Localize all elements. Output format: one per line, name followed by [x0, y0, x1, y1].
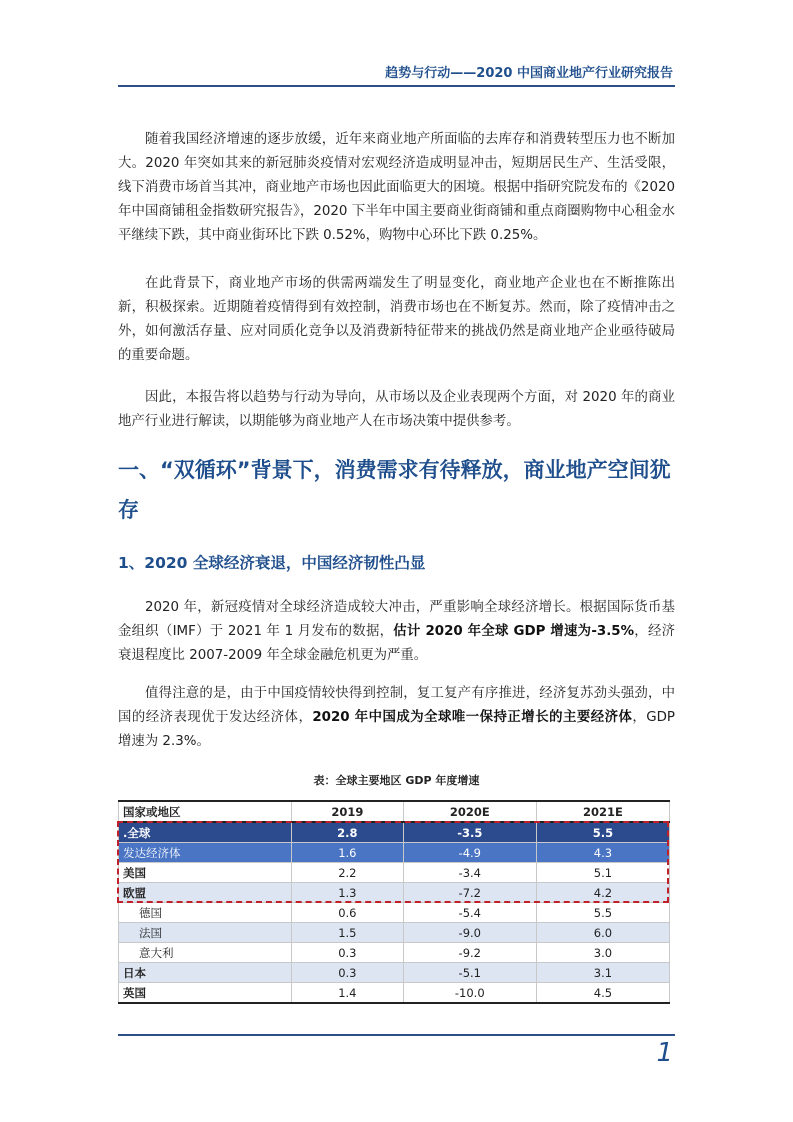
- subsection-heading-1: 1、2020 全球经济衰退，中国经济韧性凸显: [118, 554, 426, 572]
- paragraph-3: 因此，本报告将以趋势与行动为导向，从市场以及企业表现两个方面，对 2020 年的商业地产行业进行解读，以期能够为商业地产人在市场决策中提供参考。: [118, 390, 675, 429]
- row-value-2019: 0.3: [292, 963, 404, 983]
- table-row: [119, 883, 670, 903]
- row-value-2019: 1.6: [292, 843, 404, 863]
- row-value-2021e: 5.5: [536, 822, 669, 843]
- table-row: [119, 863, 670, 883]
- paragraph-4-bold: 估计 2020 年全球 GDP 增速为-3.5%: [393, 624, 635, 639]
- row-value-2020e: -3.5: [403, 822, 536, 843]
- row-value-2021e: 3.0: [536, 943, 669, 963]
- paragraph-4-text-c: ，经济衰退程度比 2007-2009 年全球金融危机更为严重。: [118, 624, 676, 663]
- row-name: 发达经济体: [119, 843, 292, 863]
- row-name: 日本: [119, 963, 292, 983]
- row-name: 法国: [119, 923, 292, 943]
- row-value-2019: 1.3: [292, 883, 404, 903]
- column-header-2021e: 2021E: [536, 801, 669, 822]
- row-value-2020e: -10.0: [403, 983, 536, 1004]
- header-title: 趋势与行动——2020 中国商业地产行业研究报告: [385, 66, 673, 81]
- paragraph-4: [118, 596, 675, 668]
- row-value-2021e: 6.0: [536, 923, 669, 943]
- row-value-2021e: 5.1: [536, 863, 669, 883]
- table-row: [119, 903, 670, 923]
- row-value-2020e: -3.4: [403, 863, 536, 883]
- row-value-2019: 0.6: [292, 903, 404, 923]
- footer-rule: [118, 1034, 675, 1036]
- row-value-2021e: 4.3: [536, 843, 669, 863]
- row-value-2020e: -9.0: [403, 923, 536, 943]
- column-header-2019: 2019: [292, 801, 404, 822]
- row-value-2020e: -5.1: [403, 963, 536, 983]
- table-caption: 表：全球主要地区 GDP 年度增速: [313, 774, 480, 787]
- row-value-2019: 0.3: [292, 943, 404, 963]
- row-value-2019: 2.8: [292, 822, 404, 843]
- row-value-2019: 1.5: [292, 923, 404, 943]
- paragraph-5-text-a: 值得注意的是，由于中国疫情较快得到控制，复工复产有序推进，经济复苏劲头强劲，中国的经济表现优于发达经济体，: [118, 686, 675, 725]
- header-rule: [118, 85, 675, 87]
- row-value-2019: 1.4: [292, 983, 404, 1004]
- table-row: [119, 963, 670, 983]
- row-name: .全球: [119, 822, 292, 843]
- row-value-2020e: -4.9: [403, 843, 536, 863]
- column-header-region: 国家或地区: [119, 801, 292, 822]
- paragraph-4-text-a: 2020 年，新冠疫情对全球经济造成较大冲击，严重影响全球经济增长。根据国际货币基金组织（IMF）于 2021 年 1 月发布的数据，: [118, 600, 675, 639]
- page-number: 1: [656, 1038, 673, 1068]
- paragraph-2: 在此背景下，商业地产市场的供需两端发生了明显变化，商业地产企业也在不断推陈出新，积极探索。近期随着疫情得到有效控制，消费市场也在不断复苏。然而，除了疫情冲击之外，如何激活存量、应对同质化竞争以及消费新特征带来的挑战仍然是商业地产企业亟待破局的重要命题。: [118, 276, 675, 363]
- row-value-2021e: 3.1: [536, 963, 669, 983]
- paragraph-5-bold: 2020 年中国成为全球唯一保持正增长的主要经济体: [312, 710, 633, 725]
- table-row: [119, 822, 670, 843]
- paragraph-5-text-c: ，GDP 增速为 2.3%。: [118, 710, 676, 749]
- row-name: 德国: [119, 903, 292, 923]
- table-header-row: [119, 801, 670, 822]
- row-name: 欧盟: [119, 883, 292, 903]
- row-value-2020e: -5.4: [403, 903, 536, 923]
- table-row: [119, 983, 670, 1004]
- row-name: 英国: [119, 983, 292, 1004]
- paragraph-5: [118, 682, 675, 754]
- table-row: [119, 923, 670, 943]
- section-heading-1: 一、“双循环”背景下，消费需求有待释放，商业地产空间犹存: [118, 458, 671, 522]
- table-row: [119, 943, 670, 963]
- row-name: 意大利: [119, 943, 292, 963]
- row-value-2021e: 4.5: [536, 983, 669, 1004]
- row-value-2021e: 5.5: [536, 903, 669, 923]
- gdp-table: [118, 800, 670, 1004]
- table-row: [119, 843, 670, 863]
- row-name: 美国: [119, 863, 292, 883]
- row-value-2020e: -9.2: [403, 943, 536, 963]
- row-value-2021e: 4.2: [536, 883, 669, 903]
- column-header-2020e: 2020E: [403, 801, 536, 822]
- row-value-2019: 2.2: [292, 863, 404, 883]
- paragraph-1: 随着我国经济增速的逐步放缓，近年来商业地产所面临的去库存和消费转型压力也不断加大。2020 年突如其来的新冠肺炎疫情对宏观经济造成明显冲击，短期居民生产、生活受限，线下消费市场首当其冲，商业地产市场也因此面临更大的困境。根据中指研究院发布的《2020 年中国商铺租金指数研究报告》，2020 下半年中国主要商业街商铺和重点商圈购物中心租金水平继续下跌，其中商业街环比下跌 0.52%，购物中心环比下跌 0.25%。: [118, 132, 675, 243]
- row-value-2020e: -7.2: [403, 883, 536, 903]
